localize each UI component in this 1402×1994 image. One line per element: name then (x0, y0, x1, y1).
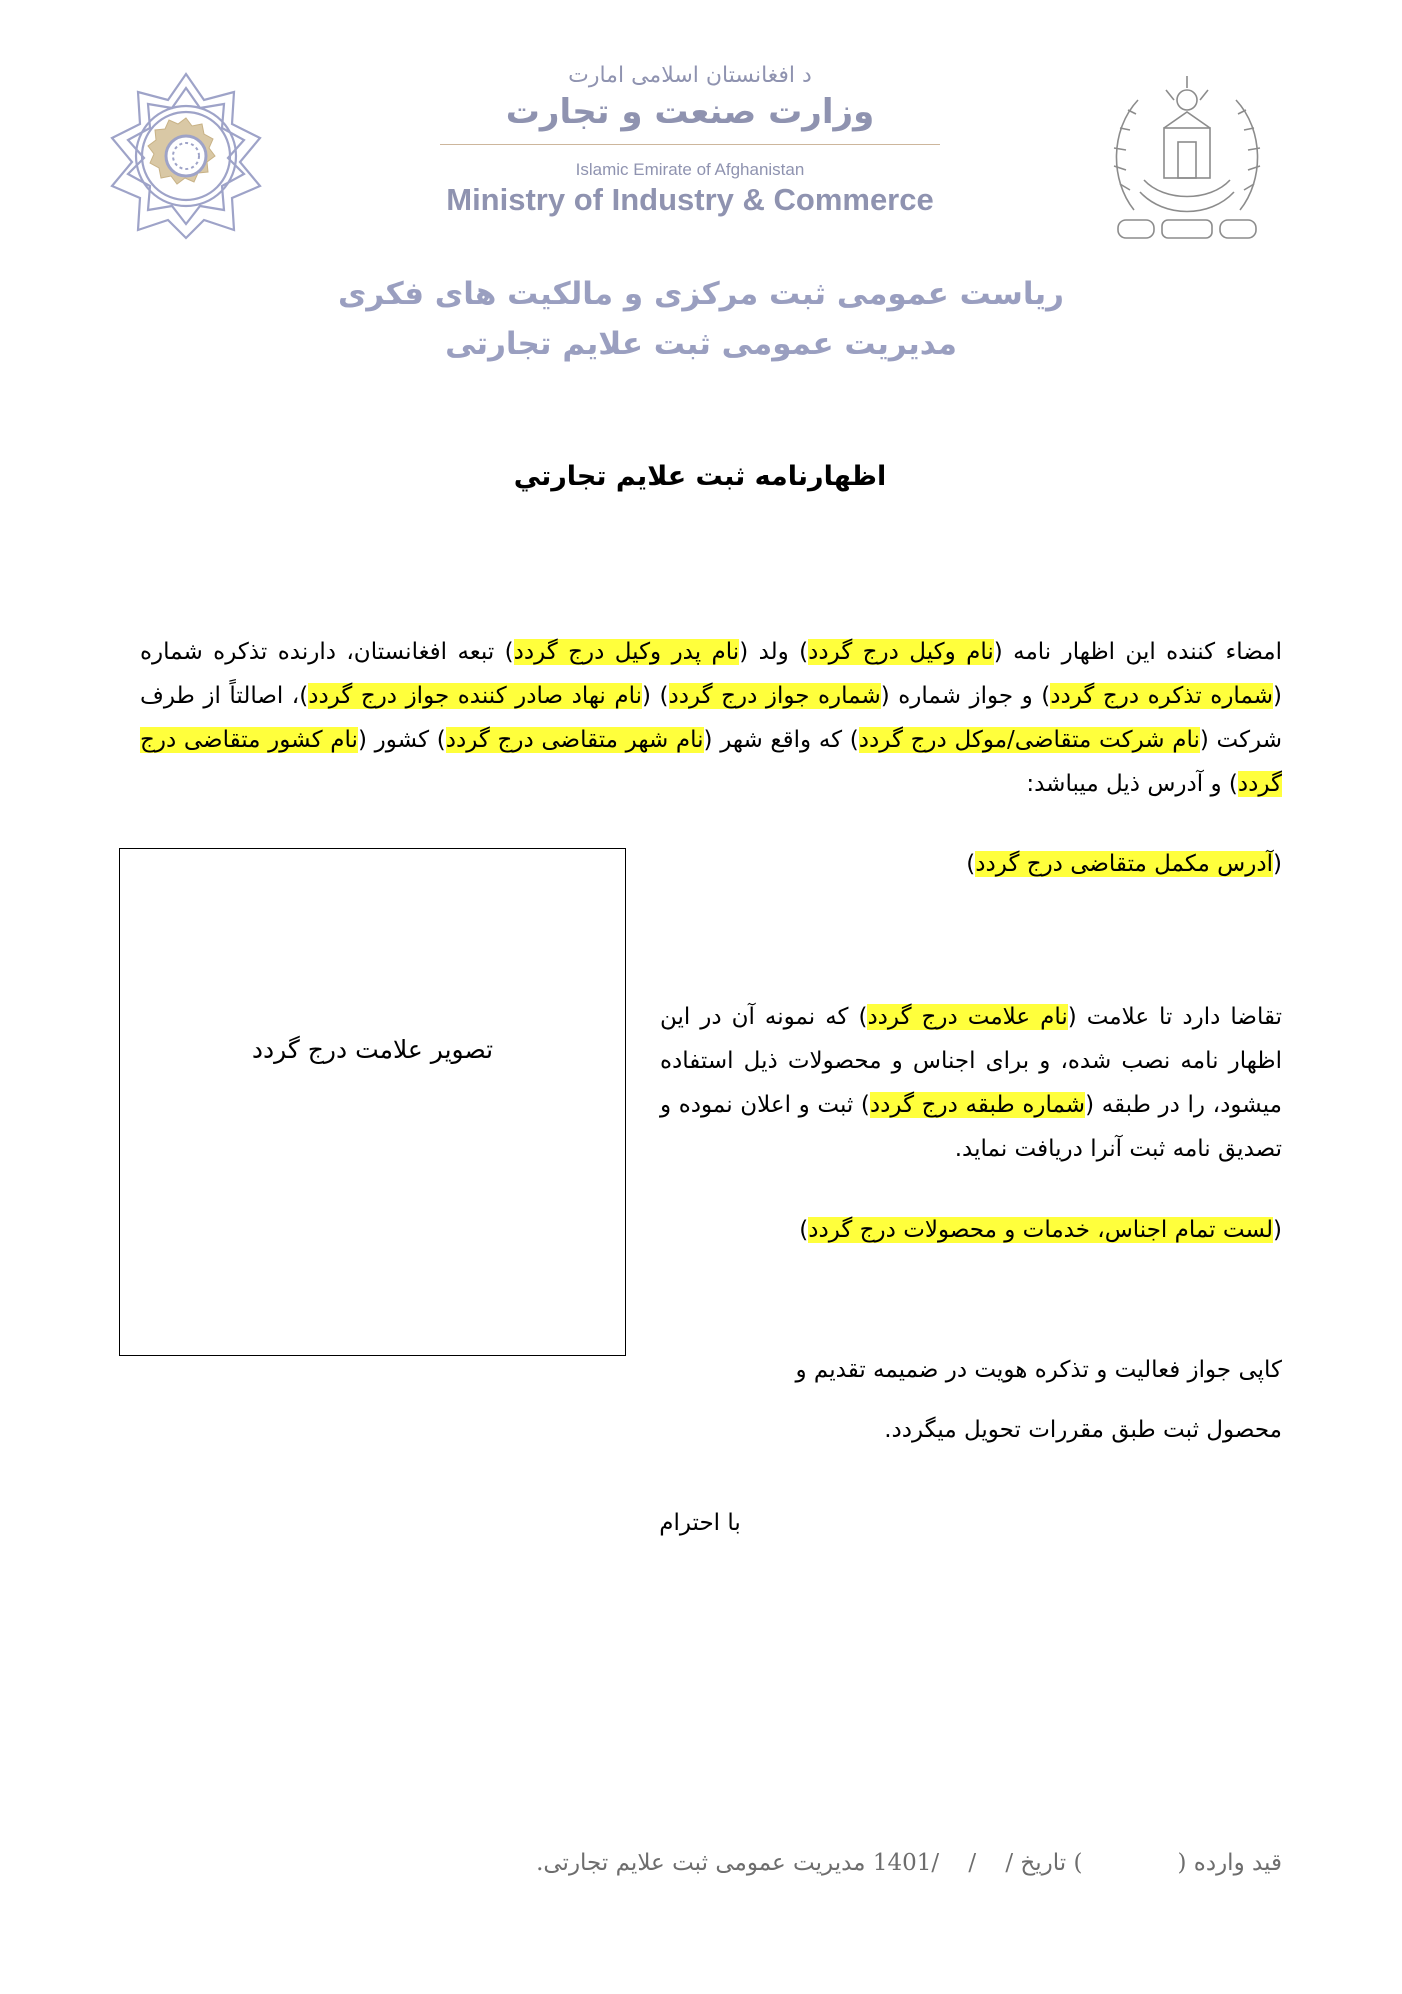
trademark-image-box[interactable] (119, 848, 626, 1356)
text-segment: ) و جواز شماره ( (880, 683, 1051, 709)
text-segment: ) ( (642, 683, 669, 709)
closing-regards: با احترام (659, 1510, 741, 1536)
attachments-line-1: کاپی جواز فعالیت و تذکره هویت در ضمیمه تقدیم و (795, 1357, 1282, 1383)
ministry-name-fa: وزارت صنعت و تجارت (505, 92, 875, 132)
goods-list-field[interactable]: لست تمام اجناس، خدمات و محصولات درج گردد (808, 1217, 1274, 1243)
paren-close: ) (799, 1217, 809, 1243)
emirate-name-en: Islamic Emirate of Afghanistan (575, 160, 805, 179)
ministry-heading (430, 62, 950, 219)
goods-line (660, 1208, 1282, 1252)
applicant-paragraph (140, 630, 1282, 806)
text-segment: امضاء کننده این اظهار نامه ( (993, 639, 1282, 665)
agent-father-name-field[interactable]: نام پدر وکیل درج گردد (513, 639, 740, 665)
heading-divider (440, 144, 940, 145)
text-segment: تقاضا دارد تا علامت ( (1067, 1004, 1282, 1030)
id-number-field[interactable]: شماره تذکره درج گردد (1050, 683, 1274, 709)
paren-close: ) (966, 851, 976, 877)
request-paragraph (660, 995, 1282, 1171)
text-segment: ) و آدرس ذیل میباشد: (1026, 771, 1238, 797)
text-segment: ) ثبت و اعلان نموده و تصدیق نامه ثبت آنرا دریافت نماید. (660, 1092, 1282, 1162)
text-segment: ) ولد ( (739, 639, 809, 665)
city-field[interactable]: نام شهر متقاضی درج گردد (445, 727, 704, 753)
paren-open: ( (1273, 851, 1282, 877)
trademark-image-placeholder: تصویر علامت درج گردد (251, 1035, 494, 1064)
trademark-name-field[interactable]: نام علامت درج گردد (867, 1004, 1068, 1030)
emirate-name-fa: د افغانستان اسلامی امارت (568, 63, 812, 88)
national-seal-emblem (1104, 70, 1270, 246)
text-segment: ) تبعه افغانستان، دارنده تذکره شماره ( (140, 639, 1282, 709)
text-segment: ) که واقع شهر ( (703, 727, 859, 753)
license-issuer-field[interactable]: نام نهاد صادر کننده جواز درج گردد (308, 683, 643, 709)
ministry-name-en: Ministry of Industry & Commerce (446, 182, 934, 217)
text-segment: ) که نمونه آن در این اظهار نامه نصب شده، و برای اجناس و محصولات ذیل استفاده میشود، را در طبقه ( (660, 1004, 1282, 1118)
class-number-field[interactable]: شماره طبقه درج گردد (869, 1092, 1086, 1118)
directorate-title: مدیریت عمومی ثبت علایم تجارتی (445, 326, 957, 362)
address-line (680, 842, 1282, 886)
document-title: اظهارنامه ثبت علايم تجارتي (513, 461, 887, 492)
license-number-field[interactable]: شماره جواز درج گردد (668, 683, 881, 709)
registry-footer: قید وارده ( ) تاریخ / / /1401 مدیریت عمومی ثبت علایم تجارتی. (536, 1850, 1282, 1876)
department-title: ریاست عمومی ثبت مرکزی و مالکیت های فکری (337, 276, 1065, 312)
country-field[interactable]: نام کشور متقاضی درج گردد (140, 727, 1282, 797)
agent-name-field[interactable]: نام وکیل درج گردد (808, 639, 994, 665)
attachments-line-2: محصول ثبت طبق مقررات تحویل میگردد. (884, 1417, 1282, 1443)
text-segment: ) کشور ( (357, 727, 446, 753)
company-name-field[interactable]: نام شرکت متقاضی/موکل درج گردد (858, 727, 1200, 753)
full-address-field[interactable]: آدرس مکمل متقاضی درج گردد (975, 851, 1274, 877)
paren-open: ( (1273, 1217, 1282, 1243)
text-segment: )، اصالتاً از طرف شرکت ( (140, 683, 1283, 753)
attachments-note (700, 1340, 1282, 1460)
ministry-emblem-logo (100, 70, 272, 242)
